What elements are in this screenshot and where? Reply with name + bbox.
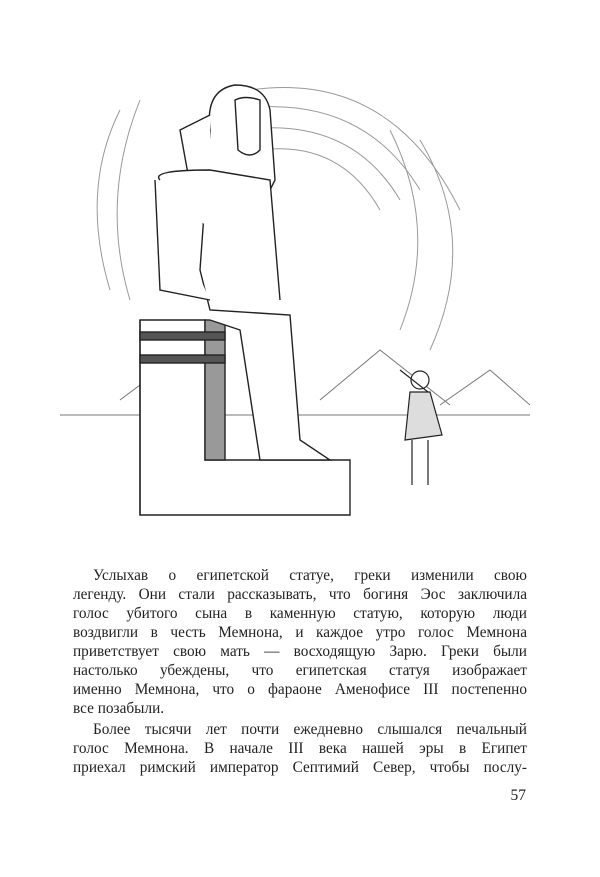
text-line: Более тысячи лет почти ежедневно слышался печальный xyxy=(93,721,527,738)
text-line: Услыхав о египетской статуе, греки изменили свою xyxy=(93,567,527,584)
text-line: приветствует свою мать — восходящую Зарю. Греки были xyxy=(73,643,527,660)
text-line: голос Мемнона. В начале III века нашей эры в Египет xyxy=(73,740,527,757)
text-line: именно Мемнона, что о фараоне Аменофисе III постепенно xyxy=(73,681,527,698)
text-line: приехал римский император Септимий Север, чтобы послу- xyxy=(73,759,527,776)
page-number: 57 xyxy=(510,787,526,804)
text-line: легенду. Они стали рассказывать, что богиня Эос заключила xyxy=(73,586,527,603)
paragraph-1 xyxy=(73,566,527,718)
text-line: все позабыли. xyxy=(73,700,165,717)
paragraph-2 xyxy=(73,720,527,777)
text-line: воздвигли в честь Мемнона, и каждое утро голос Мемнона xyxy=(73,624,527,641)
illustration-statue-of-memnon xyxy=(60,70,530,535)
text-line: настолько убеждены, что египетская статуя изображает xyxy=(73,662,527,679)
text-line: голос убитого сына в каменную статую, которую люди xyxy=(73,605,527,622)
